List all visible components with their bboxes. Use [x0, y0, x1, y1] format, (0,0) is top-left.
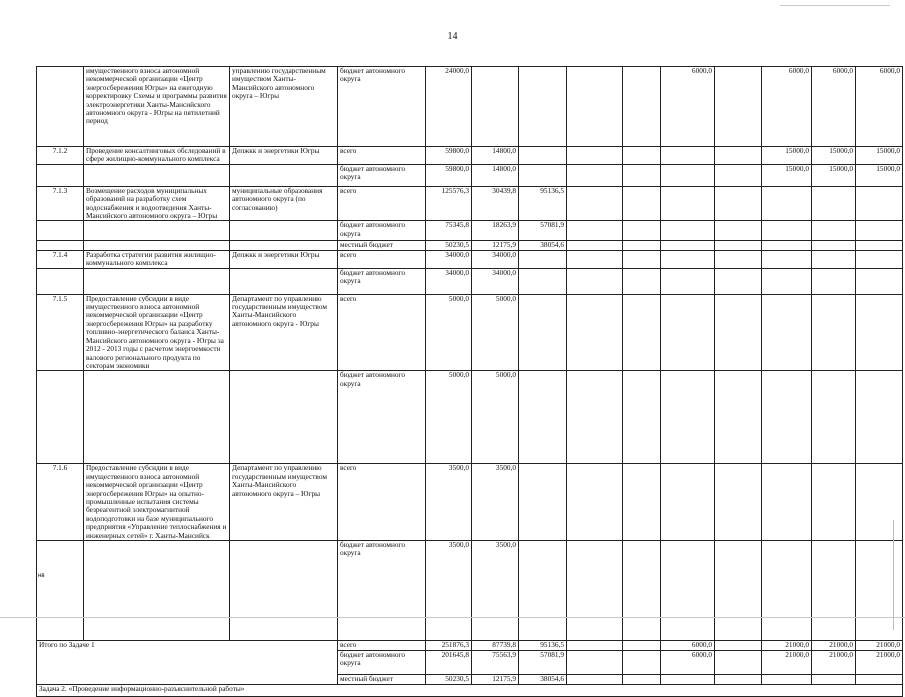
amount-cell	[661, 674, 715, 684]
amount-cell	[715, 67, 762, 147]
amount-cell	[715, 674, 762, 684]
amount-cell	[856, 250, 903, 268]
amount-cell	[812, 294, 856, 371]
amount-cell	[519, 464, 567, 541]
table-row	[37, 268, 903, 294]
amount-cell: 75563,9	[472, 650, 519, 674]
funding-source: местный бюджет	[338, 674, 426, 684]
amount-cell	[567, 147, 623, 165]
amount-cell	[661, 294, 715, 371]
executor	[230, 221, 338, 241]
amount-cell	[661, 164, 715, 186]
table-row	[37, 221, 903, 241]
amount-cell: 14800,0	[472, 164, 519, 186]
measure-name: Предоставление субсидии в виде имущественного взноса автономной некоммерческой организации «Центр энергосбережения Югры» на разработку топливно-энергетического баланса Ханты-Мансийского автономного округа - Югры за 2012 - 2013 годы с расчетом энергоемкости валового регионального продукта по секторам экономики	[84, 294, 230, 371]
amount-cell: 50230,5	[426, 674, 472, 684]
funding-source: всего	[338, 250, 426, 268]
amount-cell: 15000,0	[812, 147, 856, 165]
amount-cell	[623, 294, 661, 371]
funding-source: всего	[338, 294, 426, 371]
row-number: 7.1.3	[37, 186, 84, 221]
amount-cell: 5000,0	[426, 294, 472, 371]
amount-cell: 50230,5	[426, 241, 472, 250]
measure-name	[84, 268, 230, 294]
funding-source: бюджет автономного округа	[338, 67, 426, 147]
amount-cell	[623, 640, 661, 650]
amount-cell: 34000,0	[472, 268, 519, 294]
funding-source: бюджет автономного округа	[338, 540, 426, 640]
amount-cell	[623, 650, 661, 674]
measure-name: Разработка стратегии развития жилищно-коммунального комплекса	[84, 250, 230, 268]
amount-cell	[661, 464, 715, 541]
amount-cell: 6000,0	[856, 67, 903, 147]
amount-cell	[856, 241, 903, 250]
amount-cell	[661, 540, 715, 640]
amount-cell	[856, 294, 903, 371]
table-row	[37, 241, 903, 250]
task2-row	[37, 684, 903, 696]
row-number	[37, 540, 84, 640]
amount-cell: 3500,0	[426, 464, 472, 541]
amount-cell	[715, 650, 762, 674]
amount-cell: 21000,0	[856, 650, 903, 674]
amount-cell: 38054,6	[519, 674, 567, 684]
amount-cell: 3500,0	[472, 540, 519, 640]
amount-cell	[762, 241, 812, 250]
amount-cell	[623, 241, 661, 250]
executor	[230, 540, 338, 640]
amount-cell: 95136,5	[519, 186, 567, 221]
amount-cell	[856, 186, 903, 221]
row-number	[37, 164, 84, 186]
amount-cell: 21000,0	[812, 640, 856, 650]
amount-cell: 3500,0	[472, 464, 519, 541]
amount-cell	[567, 294, 623, 371]
funding-source: местный бюджет	[338, 241, 426, 250]
amount-cell	[762, 221, 812, 241]
funding-source: всего	[338, 186, 426, 221]
amount-cell	[812, 371, 856, 464]
amount-cell	[567, 640, 623, 650]
amount-cell	[762, 371, 812, 464]
amount-cell	[762, 294, 812, 371]
amount-cell	[623, 250, 661, 268]
measure-name	[84, 371, 230, 464]
executor: Департамент по управлению государственным имуществом Ханты-Мансийского автономного округа - Югры	[230, 294, 338, 371]
amount-cell	[623, 67, 661, 147]
measure-name	[84, 540, 230, 640]
amount-cell	[715, 221, 762, 241]
amount-cell	[715, 640, 762, 650]
amount-cell	[715, 164, 762, 186]
amount-cell	[661, 250, 715, 268]
measure-name: имущественного взноса автономной некоммерческой организации «Центр энергосбережения Югры» на ежегодную корректировку Схемы и программы развития электроэнергетики Ханты-Мансийского автономного округа - Югры на пятилетний период	[84, 67, 230, 147]
task2-label: Задача 2. «Проведение информационно-разъяснительной работы»	[37, 684, 903, 696]
amount-cell: 87739,8	[472, 640, 519, 650]
row-number: 7.1.4	[37, 250, 84, 268]
footer-mark: нв	[38, 573, 45, 579]
executor: Департамент по управлению государственным имуществом Ханты-Мансийского автономного округа – Югры	[230, 464, 338, 541]
amount-cell	[567, 371, 623, 464]
amount-cell	[519, 250, 567, 268]
amount-cell	[715, 540, 762, 640]
amount-cell	[661, 186, 715, 221]
amount-cell	[812, 268, 856, 294]
measure-name	[84, 241, 230, 250]
amount-cell: 125576,3	[426, 186, 472, 221]
amount-cell	[661, 371, 715, 464]
amount-cell: 57081,9	[519, 221, 567, 241]
amount-cell	[567, 464, 623, 541]
table-row	[37, 67, 903, 147]
amount-cell	[856, 464, 903, 541]
row-number	[37, 371, 84, 464]
amount-cell: 34000,0	[426, 250, 472, 268]
funding-source: всего	[338, 464, 426, 541]
amount-cell	[623, 464, 661, 541]
amount-cell	[762, 464, 812, 541]
amount-cell: 21000,0	[762, 650, 812, 674]
amount-cell: 57081,9	[519, 650, 567, 674]
amount-cell: 34000,0	[472, 250, 519, 268]
table-row	[37, 294, 903, 371]
amount-cell	[567, 186, 623, 221]
amount-cell	[715, 294, 762, 371]
amount-cell: 5000,0	[472, 294, 519, 371]
amount-cell: 6000,0	[661, 650, 715, 674]
amount-cell	[567, 241, 623, 250]
funding-source: бюджет автономного округа	[338, 371, 426, 464]
amount-cell	[519, 268, 567, 294]
amount-cell: 15000,0	[762, 164, 812, 186]
funding-source: всего	[338, 147, 426, 165]
amount-cell	[567, 650, 623, 674]
measure-name	[84, 221, 230, 241]
amount-cell: 251876,3	[426, 640, 472, 650]
executor	[230, 164, 338, 186]
measure-name	[84, 164, 230, 186]
executor	[230, 268, 338, 294]
measure-name: Предоставление субсидии в виде имущественного взноса автономной некоммерческой организации «Центр энергосбережения Югры» на опытно-промышленные испытания системы безреагентной электромагнитной водоподготовки на базе муниципального предприятия «Управление теплоснабжения и инженерных сетей» г. Ханты-Мансийск	[84, 464, 230, 541]
amount-cell	[623, 186, 661, 221]
amount-cell	[856, 674, 903, 684]
executor: управлению государственным имуществом Ханты-Мансийского автономного округа – Югры	[230, 67, 338, 147]
amount-cell	[519, 371, 567, 464]
amount-cell	[567, 268, 623, 294]
measure-name: Проведение консалтинговых обследований в сфере жилищно-коммунального комплекса	[84, 147, 230, 165]
row-number	[37, 67, 84, 147]
amount-cell	[715, 464, 762, 541]
amount-cell: 15000,0	[762, 147, 812, 165]
amount-cell: 30439,8	[472, 186, 519, 221]
amount-cell: 15000,0	[856, 164, 903, 186]
amount-cell: 6000,0	[661, 67, 715, 147]
amount-cell: 12175,9	[472, 674, 519, 684]
table-row	[37, 464, 903, 541]
funding-source: бюджет автономного округа	[338, 164, 426, 186]
amount-cell: 15000,0	[812, 164, 856, 186]
amount-cell	[661, 221, 715, 241]
amount-cell	[623, 268, 661, 294]
executor: Депжкк и энергетики Югры	[230, 250, 338, 268]
amount-cell: 59800,0	[426, 164, 472, 186]
amount-cell	[762, 268, 812, 294]
amount-cell: 12175,9	[472, 241, 519, 250]
amount-cell	[567, 540, 623, 640]
amount-cell	[812, 186, 856, 221]
amount-cell	[812, 241, 856, 250]
amount-cell	[762, 186, 812, 221]
row-number: 7.1.6	[37, 464, 84, 541]
executor: Депжкк и энергетики Югры	[230, 147, 338, 165]
total-row	[37, 640, 903, 650]
executor	[230, 371, 338, 464]
amount-cell	[519, 540, 567, 640]
total-label: Итого по Задаче 1	[37, 640, 338, 684]
table-row	[37, 147, 903, 165]
amount-cell	[856, 221, 903, 241]
measure-name: Возмещение расходов муниципальных образований на разработку схем водоснабжения и водоотведения Ханты-Мансийского автономного округа – Югры	[84, 186, 230, 221]
amount-cell	[856, 540, 903, 640]
amount-cell	[623, 164, 661, 186]
amount-cell	[812, 540, 856, 640]
amount-cell	[812, 464, 856, 541]
row-number	[37, 221, 84, 241]
amount-cell	[812, 674, 856, 684]
amount-cell	[567, 674, 623, 684]
amount-cell: 6000,0	[661, 640, 715, 650]
program-table	[36, 66, 903, 697]
funding-source: бюджет автономного округа	[338, 650, 426, 674]
amount-cell	[715, 268, 762, 294]
amount-cell	[519, 67, 567, 147]
amount-cell: 59800,0	[426, 147, 472, 165]
amount-cell	[762, 674, 812, 684]
amount-cell	[567, 221, 623, 241]
amount-cell	[661, 147, 715, 165]
amount-cell: 6000,0	[812, 67, 856, 147]
table-row	[37, 540, 903, 640]
amount-cell	[623, 540, 661, 640]
amount-cell: 34000,0	[426, 268, 472, 294]
amount-cell	[567, 67, 623, 147]
funding-source: бюджет автономного округа	[338, 221, 426, 241]
amount-cell: 24000,0	[426, 67, 472, 147]
amount-cell: 15000,0	[856, 147, 903, 165]
amount-cell	[661, 268, 715, 294]
table-row	[37, 164, 903, 186]
executor	[230, 241, 338, 250]
amount-cell	[472, 67, 519, 147]
amount-cell	[519, 147, 567, 165]
amount-cell	[623, 371, 661, 464]
amount-cell: 5000,0	[426, 371, 472, 464]
funding-source: бюджет автономного округа	[338, 268, 426, 294]
amount-cell	[812, 250, 856, 268]
amount-cell: 21000,0	[856, 640, 903, 650]
table-row	[37, 371, 903, 464]
amount-cell: 6000,0	[762, 67, 812, 147]
amount-cell	[519, 164, 567, 186]
amount-cell	[623, 221, 661, 241]
amount-cell	[715, 250, 762, 268]
row-number: 7.1.5	[37, 294, 84, 371]
amount-cell: 14800,0	[472, 147, 519, 165]
amount-cell: 3500,0	[426, 540, 472, 640]
amount-cell	[715, 186, 762, 221]
executor: муниципальные образования автономного округа (по согласованию)	[230, 186, 338, 221]
amount-cell	[762, 250, 812, 268]
amount-cell: 201645,8	[426, 650, 472, 674]
amount-cell: 5000,0	[472, 371, 519, 464]
amount-cell	[812, 221, 856, 241]
amount-cell	[715, 241, 762, 250]
amount-cell	[623, 147, 661, 165]
funding-source: всего	[338, 640, 426, 650]
amount-cell: 21000,0	[762, 640, 812, 650]
table-row	[37, 186, 903, 221]
amount-cell: 18263,9	[472, 221, 519, 241]
amount-cell	[762, 540, 812, 640]
amount-cell	[567, 164, 623, 186]
page-number: 14	[447, 31, 458, 42]
amount-cell	[856, 371, 903, 464]
table-row	[37, 250, 903, 268]
amount-cell: 21000,0	[812, 650, 856, 674]
amount-cell	[856, 268, 903, 294]
amount-cell: 95136,5	[519, 640, 567, 650]
amount-cell	[715, 371, 762, 464]
amount-cell: 38054,6	[519, 241, 567, 250]
amount-cell	[715, 147, 762, 165]
row-number: 7.1.2	[37, 147, 84, 165]
amount-cell	[519, 294, 567, 371]
row-number	[37, 268, 84, 294]
amount-cell	[623, 674, 661, 684]
row-number	[37, 241, 84, 250]
amount-cell	[661, 241, 715, 250]
amount-cell	[567, 250, 623, 268]
amount-cell: 75345,8	[426, 221, 472, 241]
